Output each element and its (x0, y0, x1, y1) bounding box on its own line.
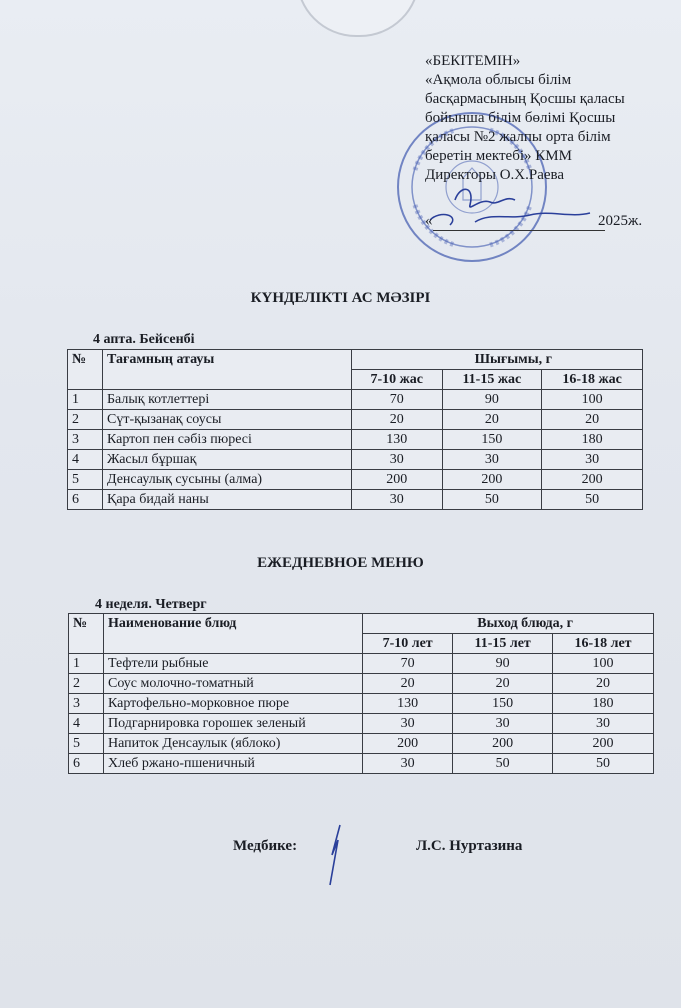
approval-line: «Ақмола облысы білім (425, 72, 572, 88)
portion: 30 (553, 714, 654, 734)
col-age: 7-10 жас (352, 370, 443, 390)
table-row (69, 714, 654, 734)
portion: 100 (542, 390, 643, 410)
nurse-name: Л.С. Нуртазина (416, 838, 523, 854)
portion: 30 (453, 714, 553, 734)
table-row (69, 694, 654, 714)
dish-name: Жасыл бұршақ (103, 450, 352, 470)
col-num: № (68, 350, 103, 390)
table-row (68, 490, 643, 510)
col-name: Наименование блюд (104, 614, 363, 654)
row-num: 6 (69, 754, 104, 774)
row-num: 1 (68, 390, 103, 410)
dish-name: Напиток Денсаулык (яблоко) (104, 734, 363, 754)
portion: 30 (542, 450, 643, 470)
magnet-clip (296, 0, 420, 37)
row-num: 4 (68, 450, 103, 470)
table-row (69, 654, 654, 674)
portion: 50 (453, 754, 553, 774)
portion: 50 (442, 490, 542, 510)
portion: 30 (442, 450, 542, 470)
table-header-row (69, 614, 654, 634)
row-num: 6 (68, 490, 103, 510)
portion: 30 (363, 754, 453, 774)
col-output: Шығымы, г (352, 350, 643, 370)
approval-line: беретін мектебі» КММ (425, 148, 572, 164)
portion: 200 (553, 734, 654, 754)
col-output: Выход блюда, г (363, 614, 654, 634)
dish-name: Подгарнировка горошек зеленый (104, 714, 363, 734)
portion: 50 (542, 490, 643, 510)
portion: 20 (453, 674, 553, 694)
row-num: 2 (68, 410, 103, 430)
col-name: Тағамның атауы (103, 350, 352, 390)
table-row (68, 430, 643, 450)
portion: 20 (442, 410, 542, 430)
portion: 200 (352, 470, 443, 490)
portion: 200 (542, 470, 643, 490)
portion: 70 (363, 654, 453, 674)
approval-line: Директоры О.Х.Раева (425, 167, 565, 183)
portion: 150 (453, 694, 553, 714)
table-row (68, 390, 643, 410)
row-num: 4 (69, 714, 104, 734)
dish-name: Қара бидай наны (103, 490, 352, 510)
row-num: 3 (68, 430, 103, 450)
portion: 90 (453, 654, 553, 674)
row-num: 5 (69, 734, 104, 754)
table-row (69, 674, 654, 694)
portion: 30 (363, 714, 453, 734)
ru-menu-table (68, 613, 654, 774)
dish-name: Хлеб ржано-пшеничный (104, 754, 363, 774)
row-num: 2 (69, 674, 104, 694)
nurse-label: Медбике: (233, 838, 298, 854)
portion: 150 (442, 430, 542, 450)
kz-subtitle: 4 апта. Бейсенбі (93, 332, 195, 347)
kz-menu-table (67, 349, 643, 510)
portion: 100 (553, 654, 654, 674)
portion: 20 (553, 674, 654, 694)
dish-name: Картофельно-морковное пюре (104, 694, 363, 714)
portion: 180 (553, 694, 654, 714)
portion: 30 (352, 450, 443, 470)
portion: 200 (453, 734, 553, 754)
approval-date (425, 213, 605, 231)
row-num: 1 (69, 654, 104, 674)
col-num: № (69, 614, 104, 654)
approval-line: басқармасының Қосшы қаласы (425, 91, 625, 107)
nurse-signature (310, 820, 360, 890)
col-age: 11-15 лет (453, 634, 553, 654)
dish-name: Соус молочно-томатный (104, 674, 363, 694)
dish-name: Сүт-қызанақ соусы (103, 410, 352, 430)
approval-block (425, 52, 665, 185)
col-age: 16-18 лет (553, 634, 654, 654)
portion: 200 (442, 470, 542, 490)
portion: 90 (442, 390, 542, 410)
row-num: 3 (69, 694, 104, 714)
ru-title: ЕЖЕДНЕВНОЕ МЕНЮ (257, 555, 424, 571)
col-age: 7-10 лет (363, 634, 453, 654)
portion: 20 (352, 410, 443, 430)
approval-line: қаласы №2 жалпы орта білім (425, 129, 611, 145)
dish-name: Тефтели рыбные (104, 654, 363, 674)
table-row (68, 470, 643, 490)
portion: 20 (363, 674, 453, 694)
portion: 20 (542, 410, 643, 430)
table-row (69, 754, 654, 774)
date-blank (433, 213, 605, 231)
portion: 200 (363, 734, 453, 754)
col-age: 11-15 жас (442, 370, 542, 390)
portion: 180 (542, 430, 643, 450)
table-row (69, 734, 654, 754)
portion: 30 (352, 490, 443, 510)
table-row (68, 450, 643, 470)
approval-year: 2025ж. (598, 213, 643, 229)
approval-line: «БЕКІТЕМІН» (425, 53, 521, 69)
kz-title: КҮНДЕЛІКТІ АС МӘЗІРІ (250, 290, 431, 306)
approval-line: бойынша білім бөлімі Қосшы (425, 110, 616, 126)
portion: 130 (352, 430, 443, 450)
date-quote: « (425, 213, 433, 229)
dish-name: Балық котлеттері (103, 390, 352, 410)
dish-name: Картоп пен сәбіз пюресі (103, 430, 352, 450)
portion: 70 (352, 390, 443, 410)
row-num: 5 (68, 470, 103, 490)
ru-subtitle: 4 неделя. Четверг (95, 597, 207, 612)
table-row (68, 410, 643, 430)
portion: 130 (363, 694, 453, 714)
portion: 50 (553, 754, 654, 774)
table-header-row (68, 350, 643, 370)
col-age: 16-18 жас (542, 370, 643, 390)
dish-name: Денсаулық сусыны (алма) (103, 470, 352, 490)
